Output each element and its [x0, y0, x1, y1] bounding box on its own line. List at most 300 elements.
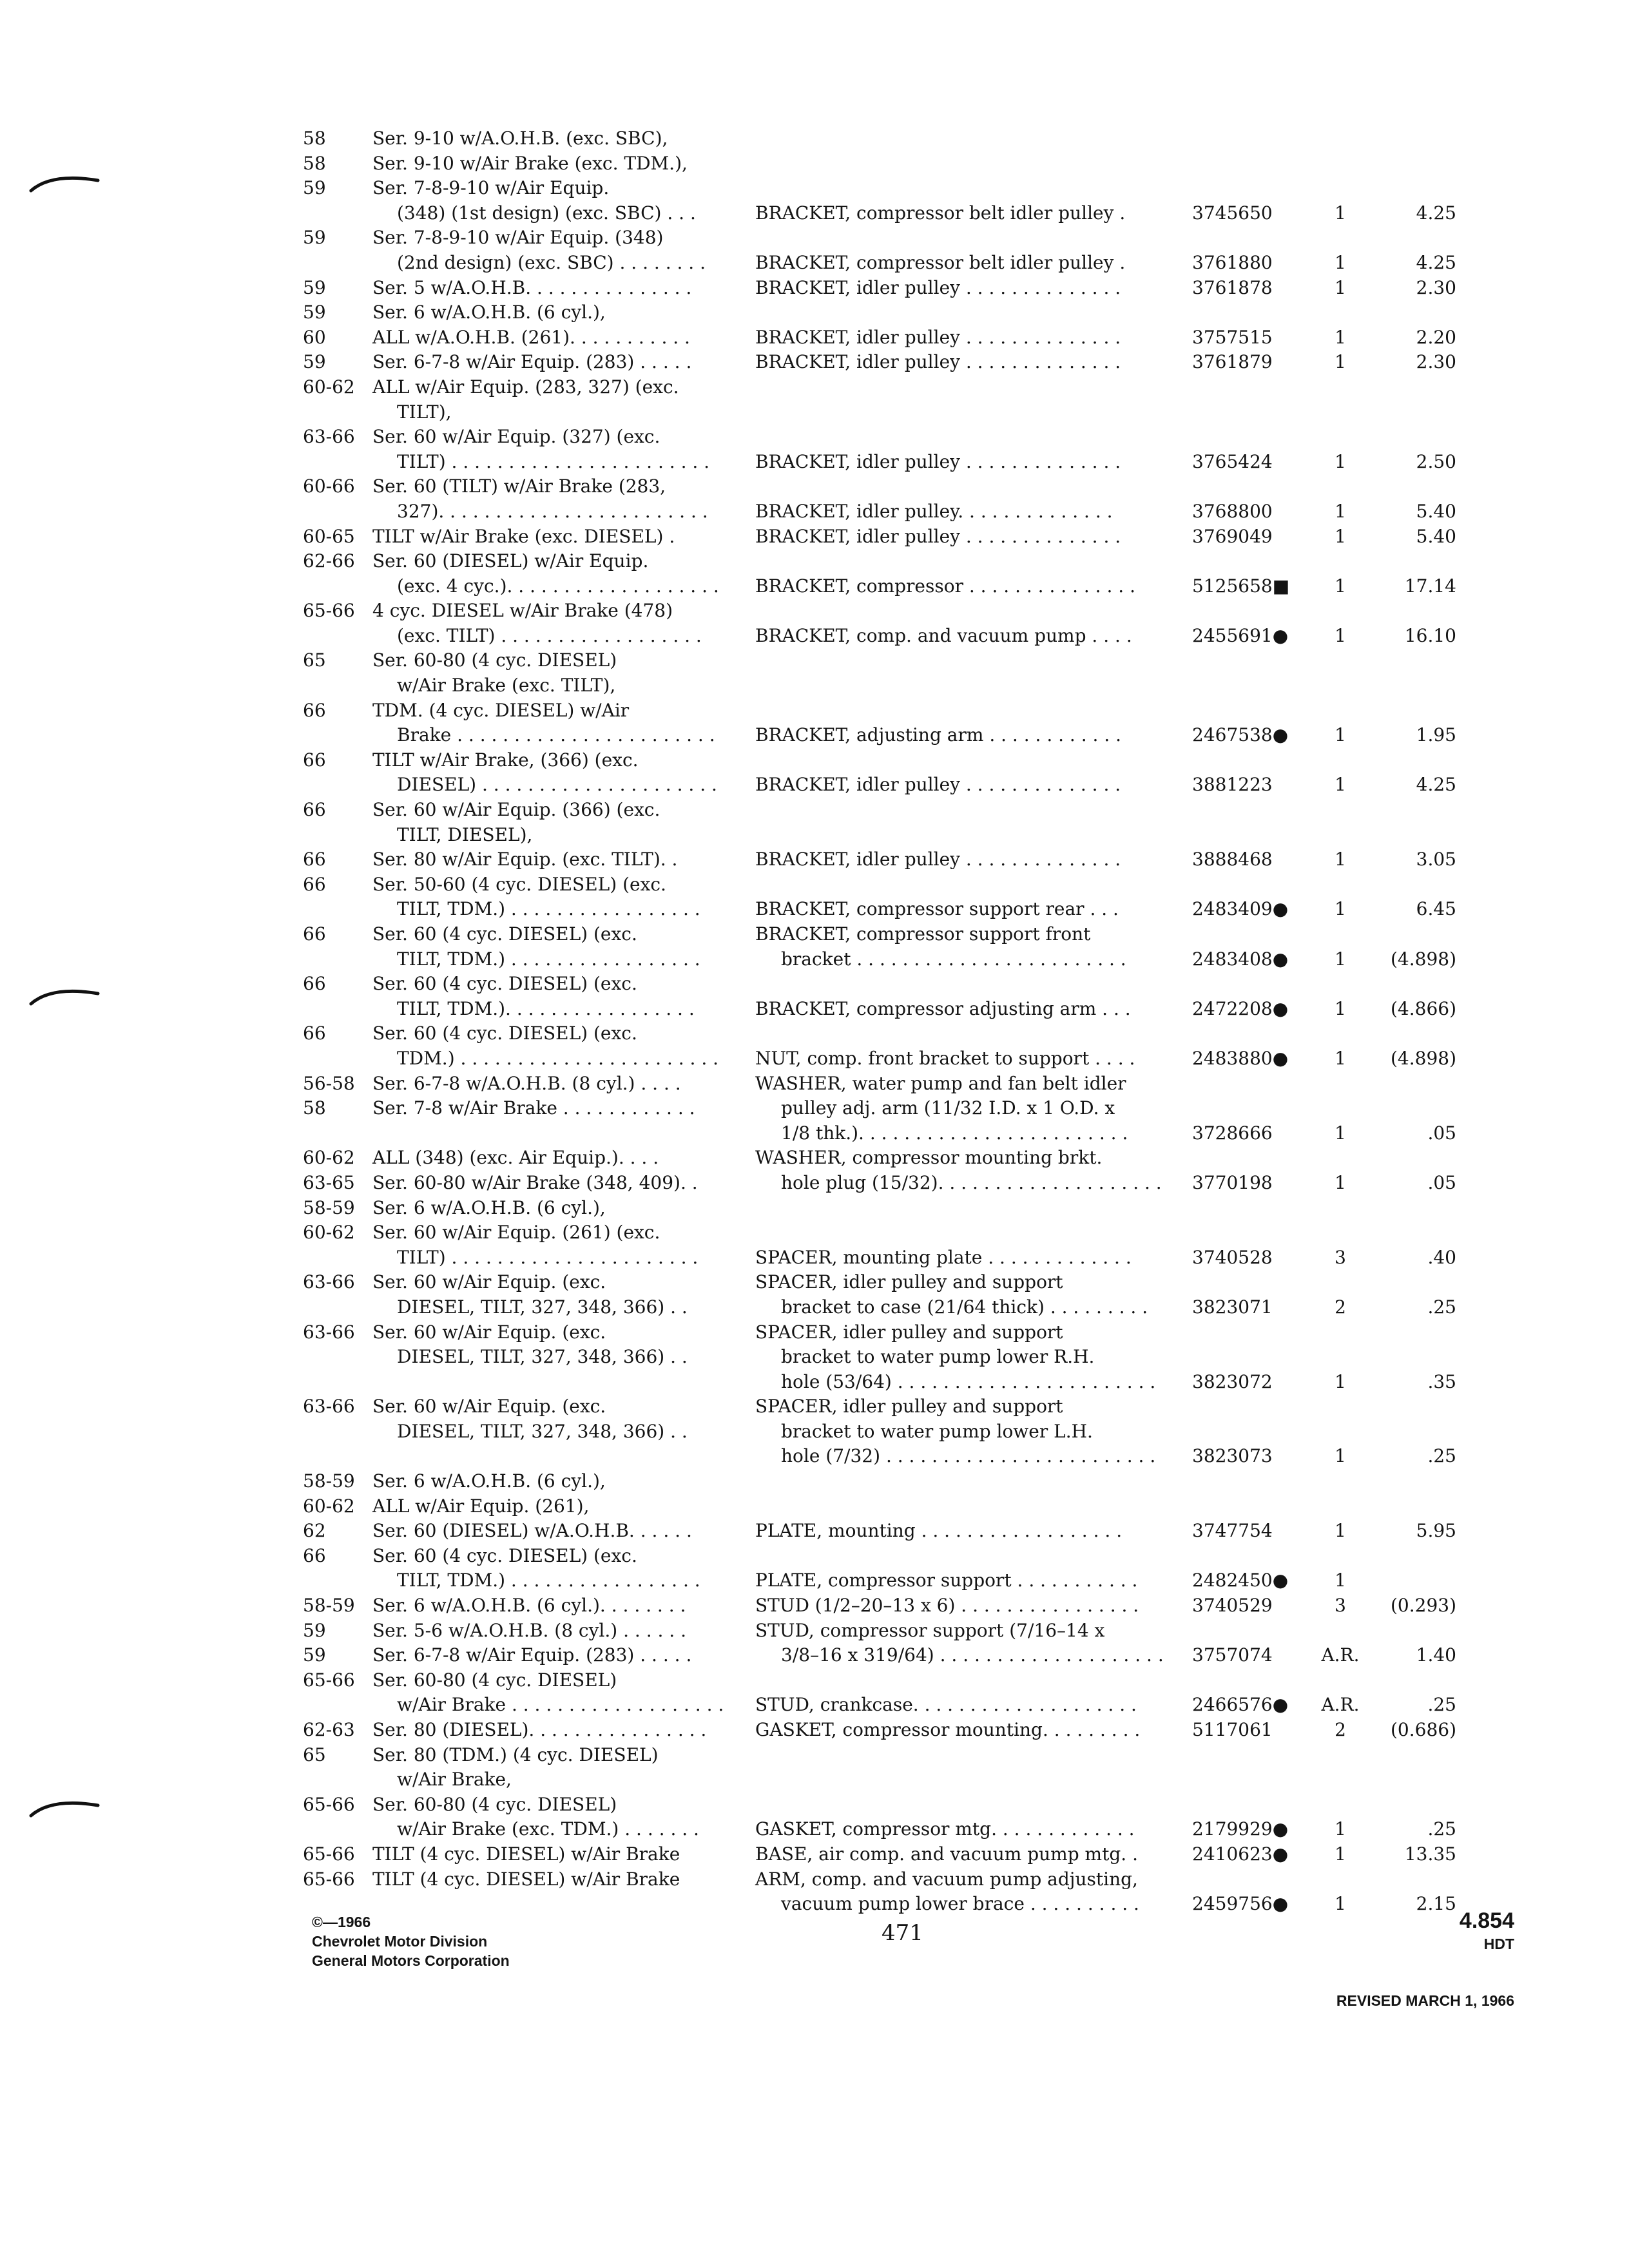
table-row — [303, 748, 1450, 773]
model-year: 60-65 — [303, 525, 355, 547]
part-number: 2482450● — [1192, 1570, 1289, 1591]
quantity: 1 — [1335, 351, 1346, 373]
application: Ser. 5-6 w/A.O.H.B. (8 cyl.) . . . . . . — [372, 1619, 687, 1641]
table-row — [303, 251, 1456, 276]
quantity: 1 — [1335, 1047, 1346, 1069]
part-number: 3747754 — [1192, 1520, 1273, 1542]
application: Ser. 60-80 w/Air Brake (348, 409). . — [372, 1171, 698, 1193]
application: ALL (348) (exc. Air Equip.). . . . — [372, 1147, 659, 1169]
part-description: hole (53/64) . . . . . . . . . . . . . . . . . . . . . . . — [781, 1370, 1156, 1392]
part-description: bracket to water pump lower L.H. — [781, 1420, 1093, 1442]
part-description: SPACER, idler pulley and support — [755, 1321, 1063, 1343]
model-year: 66 — [303, 873, 326, 895]
part-description: hole (7/32) . . . . . . . . . . . . . . . . . . . . . . . . — [781, 1445, 1156, 1467]
quantity: 1 — [1335, 251, 1346, 273]
application: TILT w/Air Brake, (366) (exc. — [372, 749, 639, 771]
application: Ser. 6 w/A.O.H.B. (6 cyl.), — [372, 1470, 606, 1492]
part-description: BRACKET, compressor support front — [755, 923, 1091, 945]
model-year: 60-62 — [303, 1222, 355, 1244]
quantity: 1 — [1335, 624, 1346, 646]
quantity: 1 — [1335, 1122, 1346, 1144]
list-price: 1.40 — [1416, 1644, 1456, 1666]
list-price: 2.15 — [1416, 1893, 1456, 1915]
table-row — [303, 1767, 1450, 1792]
part-description: ARM, comp. and vacuum pump adjusting, — [755, 1868, 1138, 1890]
quantity: 1 — [1335, 326, 1346, 348]
part-number: 3770198 — [1192, 1171, 1273, 1193]
application: Ser. 60-80 (4 cyc. DIESEL) — [372, 1669, 617, 1691]
part-number: 3761878 — [1192, 276, 1273, 298]
application: Ser. 6-7-8 w/A.O.H.B. (8 cyl.) . . . . — [372, 1072, 681, 1094]
table-row — [303, 922, 1450, 947]
part-description: vacuum pump lower brace . . . . . . . . . . — [781, 1893, 1139, 1915]
table-row — [303, 1792, 1450, 1818]
application: DIESEL, TILT, 327, 348, 366) . . — [397, 1296, 688, 1318]
part-number: 3757074 — [1192, 1644, 1273, 1666]
table-row — [303, 375, 1450, 400]
table-row — [303, 1718, 1456, 1743]
part-number: 3888468 — [1192, 849, 1273, 870]
part-description: BRACKET, idler pulley . . . . . . . . . . . . . . — [755, 849, 1121, 870]
table-row — [303, 276, 1456, 301]
model-year: 58-59 — [303, 1196, 355, 1218]
application: 4 cyc. DIESEL w/Air Brake (478) — [372, 600, 673, 622]
quantity: 1 — [1335, 202, 1346, 224]
quantity: 1 — [1335, 724, 1346, 746]
table-row — [303, 847, 1456, 872]
model-year: 59 — [303, 351, 326, 373]
model-year: 59 — [303, 1644, 326, 1666]
table-row — [303, 648, 1450, 673]
quantity: 1 — [1335, 1843, 1346, 1865]
list-price: (0.686) — [1390, 1719, 1456, 1740]
part-description: BRACKET, idler pulley . . . . . . . . . . . . . . — [755, 774, 1121, 796]
binder-hole-mark — [26, 1794, 103, 1820]
model-year: 65-66 — [303, 1868, 355, 1890]
table-row — [303, 1693, 1456, 1718]
model-year: 66 — [303, 923, 326, 945]
part-description: BRACKET, compressor belt idler pulley . — [755, 202, 1126, 224]
part-description: NUT, comp. front bracket to support . . . . — [755, 1047, 1135, 1069]
part-description: STUD, crankcase. . . . . . . . . . . . . . . . . . . . — [755, 1694, 1137, 1716]
list-price: 5.40 — [1416, 500, 1456, 522]
table-row — [303, 499, 1456, 524]
table-row — [303, 599, 1450, 624]
section-number: 4.854 — [1459, 1908, 1514, 1933]
part-number: 2467538● — [1192, 724, 1289, 746]
model-year: 60-62 — [303, 1495, 355, 1517]
quantity: 1 — [1335, 276, 1346, 298]
part-number: 3769049 — [1192, 525, 1273, 547]
part-number: 2410623● — [1192, 1843, 1289, 1865]
quantity: 1 — [1335, 774, 1346, 796]
table-row — [303, 1046, 1456, 1072]
part-number: 3823072 — [1192, 1370, 1273, 1392]
model-year: 65 — [303, 649, 326, 671]
part-number: 2179929● — [1192, 1818, 1289, 1840]
quantity: 1 — [1335, 1893, 1346, 1915]
table-row — [303, 1743, 1450, 1768]
model-year: 58 — [303, 152, 326, 174]
application: (exc. TILT) . . . . . . . . . . . . . . . . . . — [397, 624, 702, 646]
list-price: 5.40 — [1416, 525, 1456, 547]
part-number: 2455691● — [1192, 624, 1289, 646]
table-row — [303, 1021, 1450, 1046]
table-row — [303, 897, 1456, 922]
part-number: 2466576● — [1192, 1694, 1289, 1716]
part-description: WASHER, compressor mounting brkt. — [755, 1147, 1103, 1169]
table-row — [303, 1196, 1450, 1221]
part-description: BRACKET, adjusting arm . . . . . . . . . . . . — [755, 724, 1122, 746]
part-description: BRACKET, comp. and vacuum pump . . . . — [755, 624, 1132, 646]
application: (exc. 4 cyc.). . . . . . . . . . . . . . . . . . . — [397, 575, 719, 597]
part-number: 3761880 — [1192, 251, 1273, 273]
list-price: 2.20 — [1416, 326, 1456, 348]
model-year: 60-66 — [303, 476, 355, 497]
quantity: A.R. — [1321, 1644, 1360, 1666]
table-row — [303, 1544, 1450, 1569]
model-year: 65-66 — [303, 1669, 355, 1691]
table-row — [303, 1867, 1450, 1892]
quantity: 1 — [1335, 1818, 1346, 1840]
model-year: 65-66 — [303, 600, 355, 622]
binder-hole-mark — [26, 169, 103, 195]
model-year: 62-63 — [303, 1719, 355, 1740]
quantity: 2 — [1335, 1296, 1346, 1318]
list-price: 2.30 — [1416, 351, 1456, 373]
list-price: 3.05 — [1416, 849, 1456, 870]
model-year: 59 — [303, 227, 326, 249]
part-description: GASKET, compressor mtg. . . . . . . . . . . . . — [755, 1818, 1135, 1840]
part-description: SPACER, mounting plate . . . . . . . . . . . . . — [755, 1246, 1132, 1268]
table-row — [303, 1295, 1456, 1320]
part-description: bracket . . . . . . . . . . . . . . . . . . . . . . . . — [781, 948, 1126, 970]
part-description: BRACKET, compressor support rear . . . — [755, 898, 1119, 920]
part-description: WASHER, water pump and fan belt idler — [755, 1072, 1126, 1094]
table-row — [303, 1096, 1450, 1121]
table-row — [303, 872, 1450, 898]
list-price: .05 — [1427, 1122, 1456, 1144]
table-row — [303, 1270, 1450, 1295]
application: ALL w/Air Equip. (283, 327) (exc. — [372, 376, 679, 398]
model-year: 65-66 — [303, 1793, 355, 1815]
table-row — [303, 151, 1450, 177]
quantity: 2 — [1335, 1719, 1346, 1740]
list-price: 13.35 — [1404, 1843, 1456, 1865]
model-year: 63-65 — [303, 1171, 355, 1193]
table-row — [303, 1842, 1456, 1867]
quantity: 1 — [1335, 1445, 1346, 1467]
application: Ser. 9-10 w/Air Brake (exc. TDM.), — [372, 152, 688, 174]
model-year: 62-66 — [303, 550, 355, 572]
table-row — [303, 1519, 1456, 1544]
part-description: bracket to water pump lower R.H. — [781, 1346, 1095, 1368]
application: TILT, TDM.) . . . . . . . . . . . . . . . . . — [397, 898, 700, 920]
part-description: GASKET, compressor mounting. . . . . . . . . — [755, 1719, 1141, 1740]
table-row — [303, 350, 1456, 375]
application: DIESEL, TILT, 327, 348, 366) . . — [397, 1420, 688, 1442]
list-price: (0.293) — [1390, 1595, 1456, 1617]
part-number: 5117061 — [1192, 1719, 1273, 1740]
application: Ser. 6-7-8 w/Air Equip. (283) . . . . . — [372, 1644, 692, 1666]
application: Ser. 60 w/Air Equip. (exc. — [372, 1271, 606, 1293]
quantity: 1 — [1335, 525, 1346, 547]
application: Ser. 60 w/Air Equip. (exc. — [372, 1321, 606, 1343]
part-description: PLATE, mounting . . . . . . . . . . . . . . . . . . — [755, 1520, 1123, 1542]
copyright-line: ©—1966 — [312, 1914, 371, 1930]
model-year: 63-66 — [303, 1321, 355, 1343]
quantity: A.R. — [1321, 1694, 1360, 1716]
table-row — [303, 1444, 1456, 1469]
table-row — [303, 300, 1450, 325]
model-year: 60-62 — [303, 376, 355, 398]
model-year: 63-66 — [303, 1271, 355, 1293]
part-number: 3823071 — [1192, 1296, 1273, 1318]
table-row — [303, 1593, 1456, 1619]
corporation-name: General Motors Corporation — [312, 1952, 510, 1969]
table-row — [303, 201, 1456, 226]
part-description: STUD, compressor support (7/16–14 x — [755, 1619, 1105, 1641]
application: Ser. 6 w/A.O.H.B. (6 cyl.). . . . . . . . — [372, 1595, 686, 1617]
table-row — [303, 400, 1450, 425]
model-year: 59 — [303, 177, 326, 199]
section-code: HDT — [1483, 1936, 1514, 1952]
list-price: 2.50 — [1416, 450, 1456, 472]
part-number: 2483408● — [1192, 948, 1289, 970]
list-price: .25 — [1427, 1296, 1456, 1318]
part-description: STUD (1/2–20–13 x 6) . . . . . . . . . . . . . . . . — [755, 1595, 1139, 1617]
table-row — [303, 947, 1456, 972]
application: TDM.) . . . . . . . . . . . . . . . . . . . . . . . — [397, 1047, 719, 1069]
application: Ser. 60 (4 cyc. DIESEL) (exc. — [372, 923, 637, 945]
page-number: 471 — [882, 1920, 923, 1946]
application: Ser. 7-8-9-10 w/Air Equip. — [372, 177, 610, 199]
table-row — [303, 798, 1450, 823]
application: Ser. 60 w/Air Equip. (327) (exc. — [372, 426, 660, 448]
quantity: 1 — [1335, 1171, 1346, 1193]
model-year: 66 — [303, 973, 326, 995]
application: Ser. 60 (DIESEL) w/Air Equip. — [372, 550, 649, 572]
application: TDM. (4 cyc. DIESEL) w/Air — [372, 699, 630, 721]
list-price: .05 — [1427, 1171, 1456, 1193]
table-row — [303, 823, 1450, 848]
part-description: BRACKET, idler pulley . . . . . . . . . . . . . . — [755, 525, 1121, 547]
table-row — [303, 1619, 1450, 1644]
application: Ser. 6 w/A.O.H.B. (6 cyl.), — [372, 302, 606, 323]
list-price: 17.14 — [1404, 575, 1456, 597]
application: Ser. 50-60 (4 cyc. DIESEL) (exc. — [372, 873, 666, 895]
part-number: 2472208● — [1192, 997, 1289, 1019]
quantity: 3 — [1335, 1595, 1346, 1617]
model-year: 60-62 — [303, 1147, 355, 1169]
part-number: 3757515 — [1192, 326, 1273, 348]
application: Brake . . . . . . . . . . . . . . . . . . . . . . . — [397, 724, 715, 746]
list-price: .25 — [1427, 1445, 1456, 1467]
part-description: BRACKET, compressor . . . . . . . . . . . . . . . — [755, 575, 1135, 597]
application: ALL w/Air Equip. (261), — [372, 1495, 590, 1517]
application: Ser. 60 w/Air Equip. (261) (exc. — [372, 1222, 660, 1244]
application: Ser. 7-8 w/Air Brake . . . . . . . . . . . . — [372, 1097, 695, 1119]
application: TILT, TDM.). . . . . . . . . . . . . . . . . — [397, 997, 695, 1019]
model-year: 58 — [303, 1097, 326, 1119]
division-name: Chevrolet Motor Division — [312, 1933, 488, 1950]
application: (348) (1st design) (exc. SBC) . . . — [397, 202, 696, 224]
application: TILT), — [397, 401, 452, 423]
table-row — [303, 425, 1450, 450]
part-number: 2483880● — [1192, 1047, 1289, 1069]
application: Ser. 80 (DIESEL). . . . . . . . . . . . . . . . — [372, 1719, 707, 1740]
list-price: 4.25 — [1416, 251, 1456, 273]
table-row — [303, 698, 1450, 724]
application: Ser. 60-80 (4 cyc. DIESEL) — [372, 649, 617, 671]
part-description: 3/8–16 x 319/64) . . . . . . . . . . . . . . . . . . . . — [781, 1644, 1164, 1666]
part-number: 3761879 — [1192, 351, 1273, 373]
application: Ser. 5 w/A.O.H.B. . . . . . . . . . . . . . . — [372, 276, 692, 298]
table-row — [303, 474, 1450, 499]
application: 327). . . . . . . . . . . . . . . . . . . . . . . . — [397, 500, 708, 522]
list-price: 2.30 — [1416, 276, 1456, 298]
part-number: 2483409● — [1192, 898, 1289, 920]
table-row — [303, 1370, 1456, 1395]
application: (2nd design) (exc. SBC) . . . . . . . . — [397, 251, 706, 273]
part-description: 1/8 thk.). . . . . . . . . . . . . . . . . . . . . . . . — [781, 1122, 1128, 1144]
part-description: bracket to case (21/64 thick) . . . . . . . . . — [781, 1296, 1148, 1318]
table-row — [303, 1320, 1450, 1345]
model-year: 65-66 — [303, 1843, 355, 1865]
part-number: 3740528 — [1192, 1246, 1273, 1268]
part-description: BRACKET, idler pulley . . . . . . . . . . . . . . — [755, 276, 1121, 298]
table-row — [303, 1568, 1450, 1593]
model-year: 65 — [303, 1744, 326, 1765]
model-year: 60 — [303, 326, 326, 348]
part-number: 3823073 — [1192, 1445, 1273, 1467]
application: TILT, DIESEL), — [397, 823, 533, 845]
parts-listing — [303, 126, 1456, 1917]
table-row — [303, 126, 1450, 151]
application: TILT, TDM.) . . . . . . . . . . . . . . . . . — [397, 948, 700, 970]
application: Ser. 6 w/A.O.H.B. (6 cyl.), — [372, 1196, 606, 1218]
part-number: 2459756● — [1192, 1893, 1289, 1915]
table-row — [303, 1245, 1456, 1271]
part-description: BRACKET, compressor belt idler pulley . — [755, 251, 1126, 273]
part-description: pulley adj. arm (11/32 I.D. x 1 O.D. x — [781, 1097, 1115, 1119]
application: Ser. 60 (4 cyc. DIESEL) (exc. — [372, 973, 637, 995]
application: TILT, TDM.) . . . . . . . . . . . . . . . . . — [397, 1570, 700, 1591]
part-description: BASE, air comp. and vacuum pump mtg. . — [755, 1843, 1138, 1865]
table-row — [303, 997, 1456, 1022]
application: Ser. 60 (DIESEL) w/A.O.H.B. . . . . . — [372, 1520, 692, 1542]
list-price: .35 — [1427, 1370, 1456, 1392]
application: Ser. 80 w/Air Equip. (exc. TILT). . — [372, 849, 678, 870]
table-row — [303, 1817, 1456, 1842]
table-row — [303, 773, 1456, 798]
part-description: PLATE, compressor support . . . . . . . . . . . — [755, 1570, 1138, 1591]
list-price: .25 — [1427, 1694, 1456, 1716]
model-year: 58-59 — [303, 1595, 355, 1617]
application: TILT (4 cyc. DIESEL) w/Air Brake — [372, 1843, 680, 1865]
application: Ser. 60-80 (4 cyc. DIESEL) — [372, 1793, 617, 1815]
part-description: BRACKET, idler pulley . . . . . . . . . . . . . . — [755, 450, 1121, 472]
quantity: 1 — [1335, 849, 1346, 870]
application: w/Air Brake . . . . . . . . . . . . . . . . . . . — [397, 1694, 724, 1716]
part-number: 3768800 — [1192, 500, 1273, 522]
quantity: 1 — [1335, 1520, 1346, 1542]
application: Ser. 60 (4 cyc. DIESEL) (exc. — [372, 1544, 637, 1566]
application: Ser. 80 (TDM.) (4 cyc. DIESEL) — [372, 1744, 659, 1765]
model-year: 58 — [303, 128, 326, 149]
model-year: 58-59 — [303, 1470, 355, 1492]
table-row — [303, 176, 1450, 201]
application: ALL w/A.O.H.B. (261). . . . . . . . . . . — [372, 326, 690, 348]
model-year: 63-66 — [303, 1396, 355, 1418]
list-price: 5.95 — [1416, 1520, 1456, 1542]
part-number: 3740529 — [1192, 1595, 1273, 1617]
application: Ser. 60 (TILT) w/Air Brake (283, — [372, 476, 666, 497]
model-year: 63-66 — [303, 426, 355, 448]
table-row — [303, 1394, 1450, 1419]
application: w/Air Brake, — [397, 1769, 512, 1791]
model-year: 56-58 — [303, 1072, 355, 1094]
table-row — [303, 673, 1450, 698]
list-price: .40 — [1427, 1246, 1456, 1268]
part-description: hole plug (15/32). . . . . . . . . . . . . . . . . . . . — [781, 1171, 1162, 1193]
application: Ser. 6-7-8 w/Air Equip. (283) . . . . . — [372, 351, 692, 373]
model-year: 66 — [303, 1544, 326, 1566]
table-row — [303, 226, 1450, 251]
quantity: 1 — [1335, 500, 1346, 522]
model-year: 59 — [303, 302, 326, 323]
list-price: .25 — [1427, 1818, 1456, 1840]
table-row — [303, 1146, 1450, 1171]
list-price: 4.25 — [1416, 202, 1456, 224]
table-row — [303, 972, 1450, 997]
list-price: (4.898) — [1390, 948, 1456, 970]
model-year: 59 — [303, 1619, 326, 1641]
part-description: BRACKET, idler pulley . . . . . . . . . . . . . . — [755, 326, 1121, 348]
part-description: BRACKET, idler pulley. . . . . . . . . . . . . . — [755, 500, 1113, 522]
part-number: 3728666 — [1192, 1122, 1273, 1144]
application: Ser. 60 (4 cyc. DIESEL) (exc. — [372, 1023, 637, 1044]
quantity: 1 — [1335, 450, 1346, 472]
application: TILT) . . . . . . . . . . . . . . . . . . . . . . — [397, 1246, 699, 1268]
revision-date: REVISED MARCH 1, 1966 — [1336, 1992, 1514, 2009]
part-number: 3881223 — [1192, 774, 1273, 796]
application: DIESEL) . . . . . . . . . . . . . . . . . . . . . — [397, 774, 717, 796]
publisher-block — [312, 1912, 510, 1970]
part-number: 3745650 — [1192, 202, 1273, 224]
table-row — [303, 450, 1456, 475]
quantity: 1 — [1335, 1570, 1346, 1591]
table-row — [303, 1643, 1456, 1668]
model-year: 59 — [303, 276, 326, 298]
quantity: 1 — [1335, 1370, 1346, 1392]
model-year: 66 — [303, 799, 326, 821]
application: w/Air Brake (exc. TDM.) . . . . . . . — [397, 1818, 699, 1840]
table-row — [303, 325, 1456, 351]
table-row — [303, 1220, 1450, 1245]
list-price: 1.95 — [1416, 724, 1456, 746]
table-row — [303, 1494, 1450, 1519]
quantity: 1 — [1335, 898, 1346, 920]
application: Ser. 60 w/Air Equip. (exc. — [372, 1396, 606, 1418]
table-row — [303, 1345, 1450, 1370]
quantity: 1 — [1335, 997, 1346, 1019]
part-number: 5125658■ — [1192, 575, 1290, 597]
model-year: 62 — [303, 1520, 326, 1542]
table-row — [303, 1121, 1456, 1146]
application: w/Air Brake (exc. TILT), — [397, 675, 616, 697]
application: TILT w/Air Brake (exc. DIESEL) . — [372, 525, 675, 547]
